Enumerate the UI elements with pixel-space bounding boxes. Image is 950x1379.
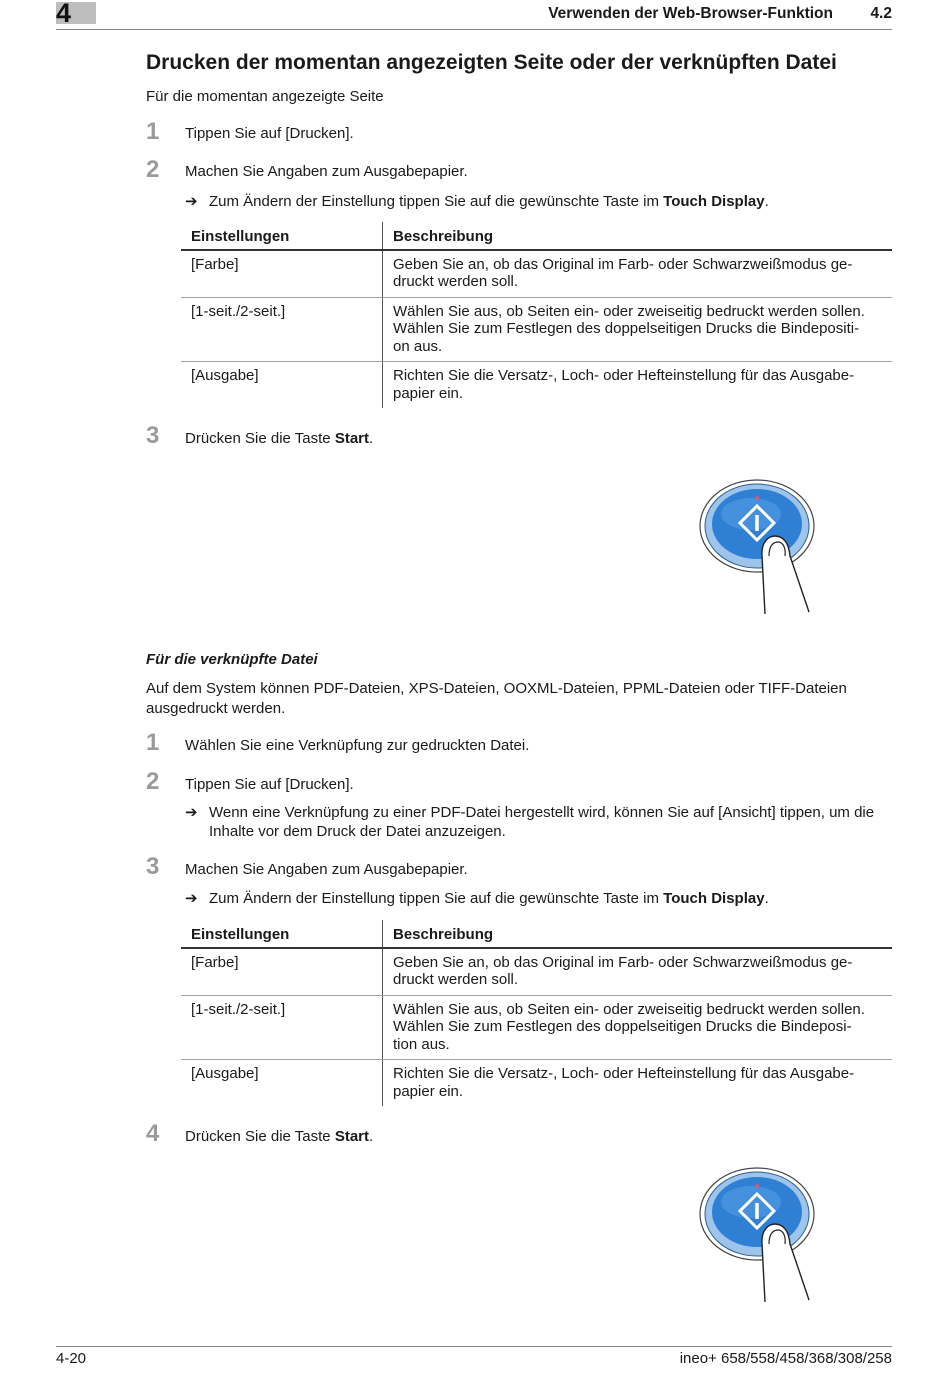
- footer-divider: [56, 1346, 892, 1347]
- settings-table: [181, 920, 892, 1106]
- table-cell: [1-seit./2-seit.]: [181, 995, 383, 1060]
- note: [185, 192, 895, 211]
- table-row: [181, 995, 892, 1060]
- note-text: Zum Ändern der Einstellung tippen Sie auf die gewünschte Taste im: [209, 193, 664, 210]
- note-text: Zum Ändern der Einstellung tippen Sie auf die gewünschte Taste im: [209, 890, 664, 907]
- column-header: Beschreibung: [383, 920, 893, 948]
- step-text-bold: Start: [334, 1128, 369, 1145]
- header-divider: [56, 29, 892, 30]
- table-header-row: [181, 920, 892, 948]
- table-row: [181, 1060, 892, 1107]
- table-row: [181, 250, 892, 298]
- page-number: 4-20: [56, 1350, 87, 1367]
- header-title: Verwenden der Web-Browser-Funktion: [548, 5, 833, 22]
- table-cell: Geben Sie an, ob das Original im Farb- oder Schwarzweißmodus ge- druckt werden soll.: [383, 250, 893, 298]
- note-text-end: .: [764, 193, 769, 210]
- step-text-part: .: [369, 1128, 374, 1145]
- start-button-illustration: [695, 1166, 825, 1306]
- table-row: [181, 948, 892, 996]
- step-text: Machen Sie Angaben zum Ausgabepapier.: [185, 861, 468, 878]
- column-header: Einstellungen: [181, 920, 383, 948]
- step-text: Machen Sie Angaben zum Ausgabepapier.: [185, 163, 468, 180]
- settings-table: [181, 222, 892, 408]
- header-section-number: 4.2: [870, 5, 892, 22]
- page-title: Drucken der momentan angezeigten Seite oder der verknüpften Datei: [146, 51, 837, 74]
- step-number: 1: [146, 729, 160, 756]
- table-row: [181, 362, 892, 409]
- table-cell: Wählen Sie aus, ob Seiten ein- oder zweiseitig bedruckt werden sollen. Wählen Sie zum Festlegen des doppelseitigen Drucks die Bindepositi- on aus.: [383, 297, 893, 362]
- note: [185, 803, 895, 841]
- note-text: Wenn eine Verknüpfung zu einer PDF-Datei hergestellt wird, können Sie auf [Ansicht] tippen, um die Inhalte vor dem Druck der Datei anzuzeigen.: [209, 804, 875, 840]
- step-number: 3: [146, 853, 160, 880]
- note-text-end: .: [764, 890, 769, 907]
- product-model: ineo+ 658/558/458/368/308/258: [679, 1350, 892, 1367]
- step-text-part: Drücken Sie die Taste: [185, 430, 335, 447]
- note-bold-text: Touch Display: [663, 193, 765, 210]
- step-text-part: .: [369, 430, 374, 447]
- arrow-right-icon: ➔: [185, 804, 198, 821]
- step-text: [185, 1127, 373, 1147]
- table-cell: [Farbe]: [181, 948, 383, 996]
- step-text-bold: Start: [334, 430, 369, 447]
- subsection-heading: Für die verknüpfte Datei: [146, 651, 318, 668]
- table-cell: [Ausgabe]: [181, 362, 383, 409]
- step-number: 1: [146, 118, 160, 145]
- table-row: [181, 297, 892, 362]
- chapter-number: 4: [56, 0, 72, 28]
- arrow-right-icon: ➔: [185, 890, 198, 907]
- table-cell: [Ausgabe]: [181, 1060, 383, 1107]
- step-text: [185, 429, 373, 449]
- note-bold-text: Touch Display: [663, 890, 765, 907]
- step-text: Wählen Sie eine Verknüpfung zur gedruckten Datei.: [185, 737, 530, 754]
- step-number: 4: [146, 1120, 160, 1147]
- step-number: 2: [146, 156, 160, 183]
- table-cell: Geben Sie an, ob das Original im Farb- oder Schwarzweißmodus ge- druckt werden soll.: [383, 948, 893, 996]
- step-number: 2: [146, 768, 160, 795]
- table-cell: [1-seit./2-seit.]: [181, 297, 383, 362]
- table-cell: Richten Sie die Versatz-, Loch- oder Hefteinstellung für das Ausgabe- papier ein.: [393, 367, 855, 402]
- start-button-illustration: [695, 478, 825, 618]
- arrow-right-icon: ➔: [185, 193, 198, 210]
- table-cell: Wählen Sie aus, ob Seiten ein- oder zweiseitig bedruckt werden sollen. Wählen Sie zum Festlegen des doppelseitigen Drucks die Bindeposi- tion aus.: [383, 995, 893, 1060]
- part1-intro: Für die momentan angezeigte Seite: [146, 88, 384, 105]
- column-header: Einstellungen: [181, 222, 383, 250]
- step-text: Tippen Sie auf [Drucken].: [185, 776, 354, 793]
- table-header-row: [181, 222, 892, 250]
- column-header: Beschreibung: [383, 222, 893, 250]
- step-text: Tippen Sie auf [Drucken].: [185, 125, 354, 142]
- step-number: 3: [146, 422, 160, 449]
- step-text-part: Drücken Sie die Taste: [185, 1128, 335, 1145]
- part2-intro: Auf dem System können PDF-Dateien, XPS-Dateien, OOXML-Dateien, PPML-Dateien oder TIFF-Dateien ausgedruckt werden.: [146, 680, 847, 717]
- table-cell: Richten Sie die Versatz-, Loch- oder Hefteinstellung für das Ausgabe- papier ein.: [393, 1065, 855, 1100]
- note: [185, 889, 895, 908]
- table-cell: [Farbe]: [181, 250, 383, 298]
